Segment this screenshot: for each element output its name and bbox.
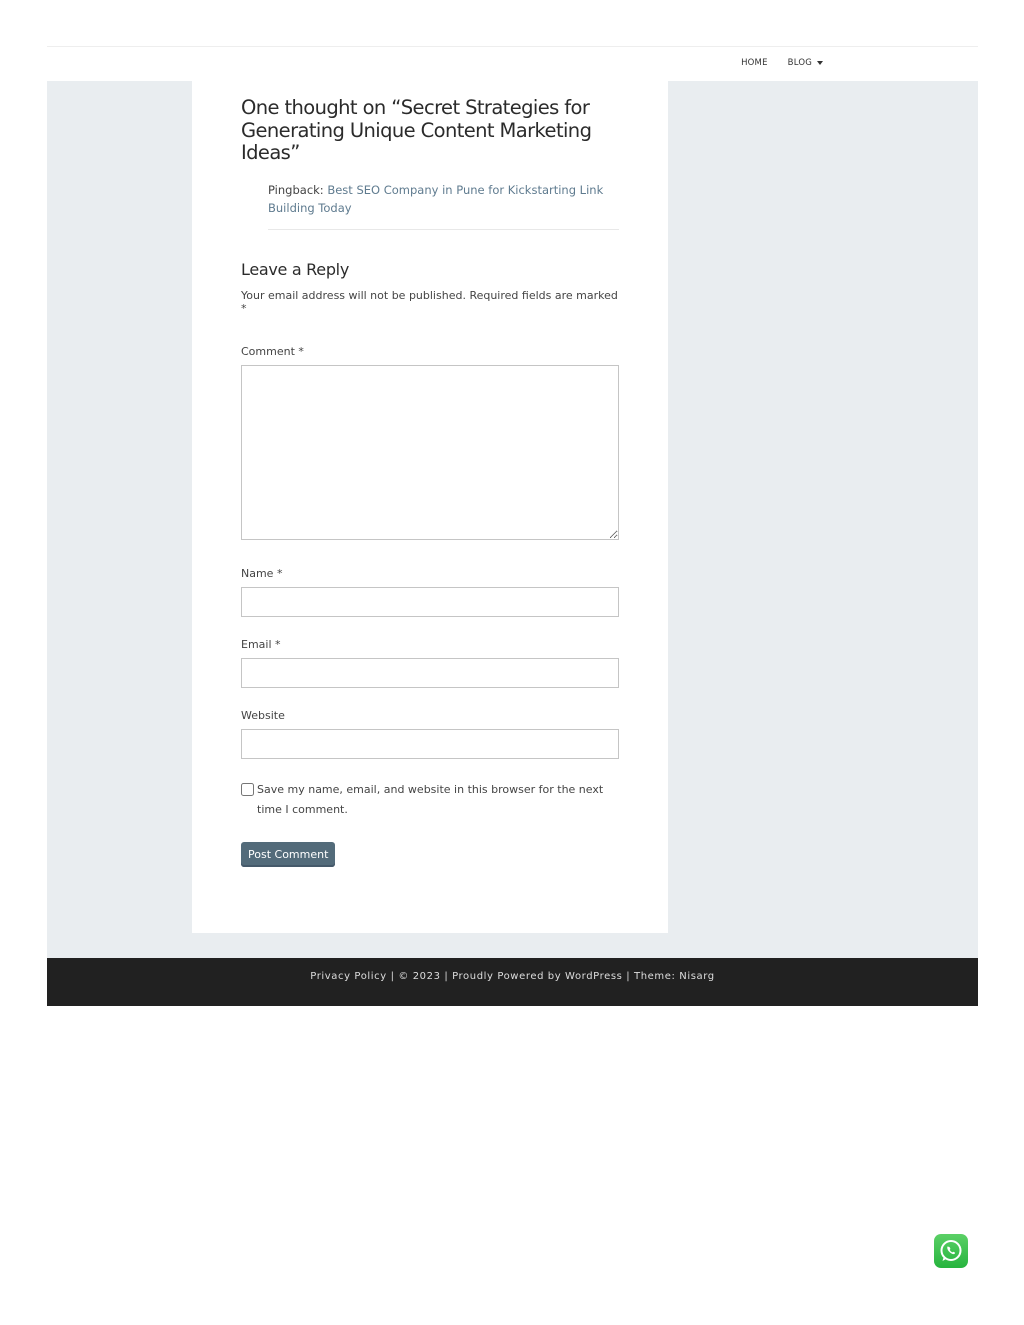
email-input[interactable] [241, 658, 619, 688]
reply-title: Leave a Reply [241, 259, 349, 279]
comment-field-group [241, 345, 619, 540]
whatsapp-icon [938, 1238, 964, 1264]
name-field-group [241, 567, 619, 617]
nav-item-home-label: HOME [741, 58, 768, 68]
content-card [192, 81, 668, 933]
cookies-consent-checkbox[interactable] [241, 783, 254, 796]
comments-area [241, 97, 619, 867]
pingback-link[interactable]: Best SEO Company in Pune for Kickstarting Link Building Today [268, 182, 604, 215]
email-label: Email * [241, 637, 281, 651]
email-field-group [241, 638, 619, 688]
footer-copyright-separator: | © 2023 | [386, 971, 453, 982]
comments-title: One thought on “Secret Strategies for Generating Unique Content Marketing Ideas” [241, 96, 592, 164]
name-label: Name * [241, 566, 283, 580]
whatsapp-chat-button[interactable] [934, 1234, 968, 1268]
website-label: Website [241, 708, 285, 722]
privacy-policy-link[interactable]: Privacy Policy [310, 971, 387, 982]
pingback-comment [268, 181, 619, 230]
page-frame [47, 46, 978, 1006]
comment-textarea[interactable] [241, 365, 619, 540]
comment-label: Comment * [241, 344, 304, 358]
site-footer [47, 958, 978, 1006]
website-input[interactable] [241, 729, 619, 759]
post-comment-button[interactable]: Post Comment [241, 842, 335, 867]
nav-item-blog-label: BLOG [787, 58, 812, 68]
nav-item-home[interactable] [741, 58, 768, 68]
primary-menu [721, 58, 823, 68]
footer-theme-separator: | Theme: [622, 971, 680, 982]
wordpress-link[interactable]: Proudly Powered by WordPress [452, 971, 623, 982]
top-navigation-bar [47, 46, 978, 81]
cookies-consent [241, 780, 619, 820]
name-input[interactable] [241, 587, 619, 617]
cookies-consent-label[interactable]: Save my name, email, and website in this browser for the next time I comment. [257, 782, 604, 816]
theme-link[interactable]: Nisarg [679, 971, 715, 982]
comment-notes: Your email address will not be published. Required fields are marked * [241, 288, 618, 315]
caret-down-icon [817, 61, 823, 65]
nav-item-blog[interactable] [788, 58, 823, 68]
pingback-prefix: Pingback: [268, 182, 324, 197]
website-field-group [241, 709, 619, 759]
